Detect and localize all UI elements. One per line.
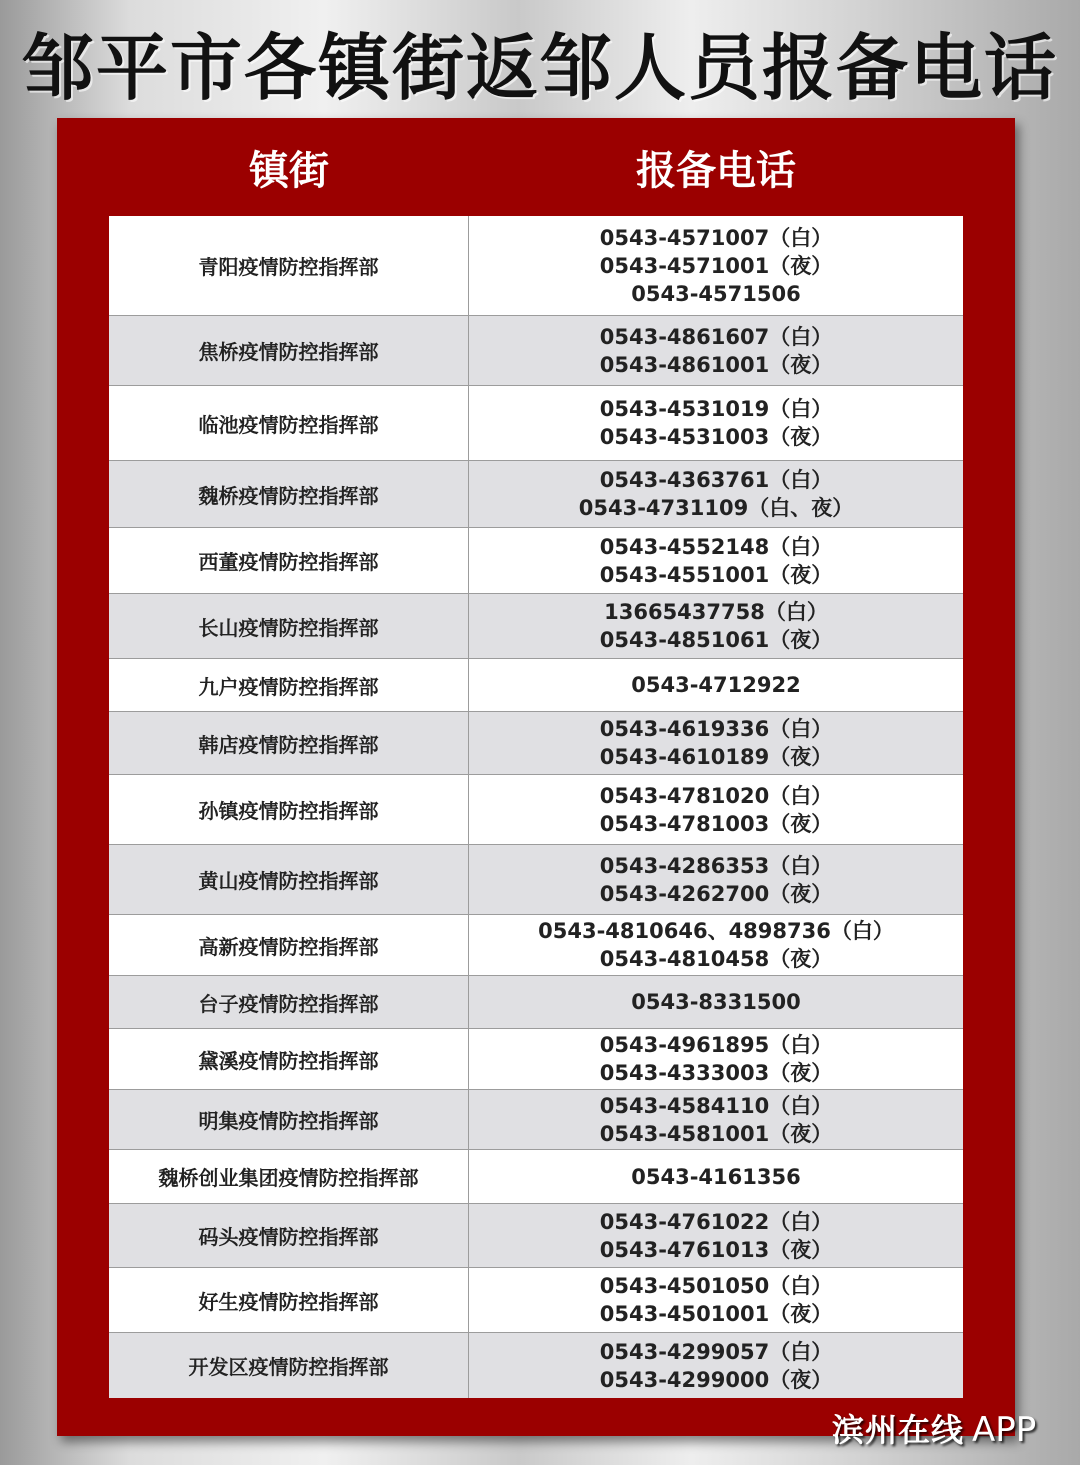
town-name-cell: 明集疫情防控指挥部 xyxy=(109,1090,469,1149)
phone-cell xyxy=(469,915,963,975)
table-row xyxy=(109,712,963,775)
phone-number: 0543-4286353（白） xyxy=(599,853,833,878)
phone-number: 0543-4781003（夜） xyxy=(599,811,833,836)
phone-table-panel xyxy=(57,118,1015,1436)
phone-cell xyxy=(469,1029,963,1089)
phone-cell xyxy=(469,1150,963,1203)
phone-number: 0543-4552148（白） xyxy=(599,534,833,559)
phone-number: 0543-4761022（白） xyxy=(599,1209,833,1234)
town-name-cell: 临池疫情防控指挥部 xyxy=(109,386,469,460)
watermark-app: APP xyxy=(972,1410,1037,1450)
table-row xyxy=(109,461,963,528)
watermark-text: 滨州在线 xyxy=(832,1411,965,1449)
phone-number: 0543-4531003（夜） xyxy=(599,425,833,449)
phone-cell xyxy=(469,216,963,315)
phone-number: 13665437758（白） xyxy=(604,600,828,624)
table-row xyxy=(109,1268,963,1333)
phone-number: 0543-4610189（夜） xyxy=(599,745,833,769)
phone-number: 0543-4571506 xyxy=(631,281,801,306)
table-body xyxy=(109,216,963,1398)
phone-cell xyxy=(469,1090,963,1149)
phone-number: 0543-4501050（白） xyxy=(599,1274,833,1298)
table-row xyxy=(109,915,963,976)
phone-number: 0543-4571007（白） xyxy=(599,225,833,250)
phone-number: 0543-4619336（白） xyxy=(599,717,833,741)
table-row xyxy=(109,528,963,594)
phone-cell xyxy=(469,1204,963,1267)
phone-number: 0543-8331500 xyxy=(631,990,801,1014)
phone-cell xyxy=(469,845,963,914)
table-row xyxy=(109,1204,963,1268)
town-name-cell: 焦桥疫情防控指挥部 xyxy=(109,316,469,385)
phone-cell xyxy=(469,461,963,527)
phone-cell xyxy=(469,659,963,711)
table-row xyxy=(109,386,963,461)
town-name-cell: 好生疫情防控指挥部 xyxy=(109,1268,469,1332)
phone-number: 0543-4584110（白） xyxy=(599,1093,833,1118)
town-name-cell: 魏桥疫情防控指挥部 xyxy=(109,461,469,527)
town-name-cell: 台子疫情防控指挥部 xyxy=(109,976,469,1028)
phone-number: 0543-4810646、4898736（白） xyxy=(538,919,894,943)
phone-cell xyxy=(469,712,963,774)
phone-number: 0543-4501001（夜） xyxy=(599,1302,833,1326)
page-title: 邹平市各镇街返邹人员报备电话 xyxy=(21,25,1058,110)
town-name-cell: 黛溪疫情防控指挥部 xyxy=(109,1029,469,1089)
phone-cell xyxy=(469,1268,963,1332)
phone-number: 0543-4861001（夜） xyxy=(599,352,833,377)
phone-number: 0543-4810458（夜） xyxy=(599,947,833,971)
town-name-cell: 长山疫情防控指挥部 xyxy=(109,594,469,658)
phone-cell xyxy=(469,594,963,658)
phone-cell xyxy=(469,976,963,1028)
phone-number: 0543-4551001（夜） xyxy=(599,562,833,587)
town-name-cell: 韩店疫情防控指挥部 xyxy=(109,712,469,774)
table-row xyxy=(109,845,963,915)
town-name-cell: 九户疫情防控指挥部 xyxy=(109,659,469,711)
phone-number: 0543-4571001（夜） xyxy=(599,253,833,278)
phone-number: 0543-4961895（白） xyxy=(599,1033,833,1057)
phone-number: 0543-4333003（夜） xyxy=(599,1061,833,1085)
phone-number: 0543-4531019（白） xyxy=(599,397,833,421)
phone-cell xyxy=(469,775,963,844)
phone-number: 0543-4299000（夜） xyxy=(599,1367,833,1392)
town-name-cell: 西董疫情防控指挥部 xyxy=(109,528,469,593)
table-row xyxy=(109,976,963,1029)
phone-number: 0543-4781020（白） xyxy=(599,783,833,808)
table-row xyxy=(109,1150,963,1204)
table-row xyxy=(109,775,963,845)
table-row xyxy=(109,594,963,659)
town-name-cell: 魏桥创业集团疫情防控指挥部 xyxy=(109,1150,469,1203)
phone-number: 0543-4861607（白） xyxy=(599,324,833,349)
phone-number: 0543-4851061（夜） xyxy=(599,628,833,652)
phone-cell xyxy=(469,1333,963,1398)
town-name-cell: 开发区疫情防控指挥部 xyxy=(109,1333,469,1398)
phone-number: 0543-4262700（夜） xyxy=(599,881,833,906)
phone-cell xyxy=(469,316,963,385)
phone-number: 0543-4731109（白、夜） xyxy=(578,496,854,520)
phone-number: 0543-4761013（夜） xyxy=(599,1237,833,1262)
column-header-phone: 报备电话 xyxy=(636,147,796,194)
watermark-logo xyxy=(832,1408,1036,1452)
table-row xyxy=(109,1090,963,1150)
phone-number: 0543-4581001（夜） xyxy=(599,1121,833,1146)
town-name-cell: 青阳疫情防控指挥部 xyxy=(109,216,469,315)
town-name-cell: 孙镇疫情防控指挥部 xyxy=(109,775,469,844)
phone-number: 0543-4161356 xyxy=(631,1164,801,1189)
town-name-cell: 码头疫情防控指挥部 xyxy=(109,1204,469,1267)
phone-cell xyxy=(469,386,963,460)
phone-number: 0543-4363761（白） xyxy=(599,468,833,492)
column-header-town: 镇街 xyxy=(249,147,329,194)
table-header xyxy=(57,118,1015,216)
phone-number: 0543-4299057（白） xyxy=(599,1339,833,1364)
table-row xyxy=(109,316,963,386)
phone-number: 0543-4712922 xyxy=(631,673,801,697)
table-row xyxy=(109,1029,963,1090)
town-name-cell: 黄山疫情防控指挥部 xyxy=(109,845,469,914)
town-name-cell: 高新疫情防控指挥部 xyxy=(109,915,469,975)
table-row xyxy=(109,1333,963,1398)
phone-cell xyxy=(469,528,963,593)
table-row xyxy=(109,659,963,712)
table-row xyxy=(109,216,963,316)
